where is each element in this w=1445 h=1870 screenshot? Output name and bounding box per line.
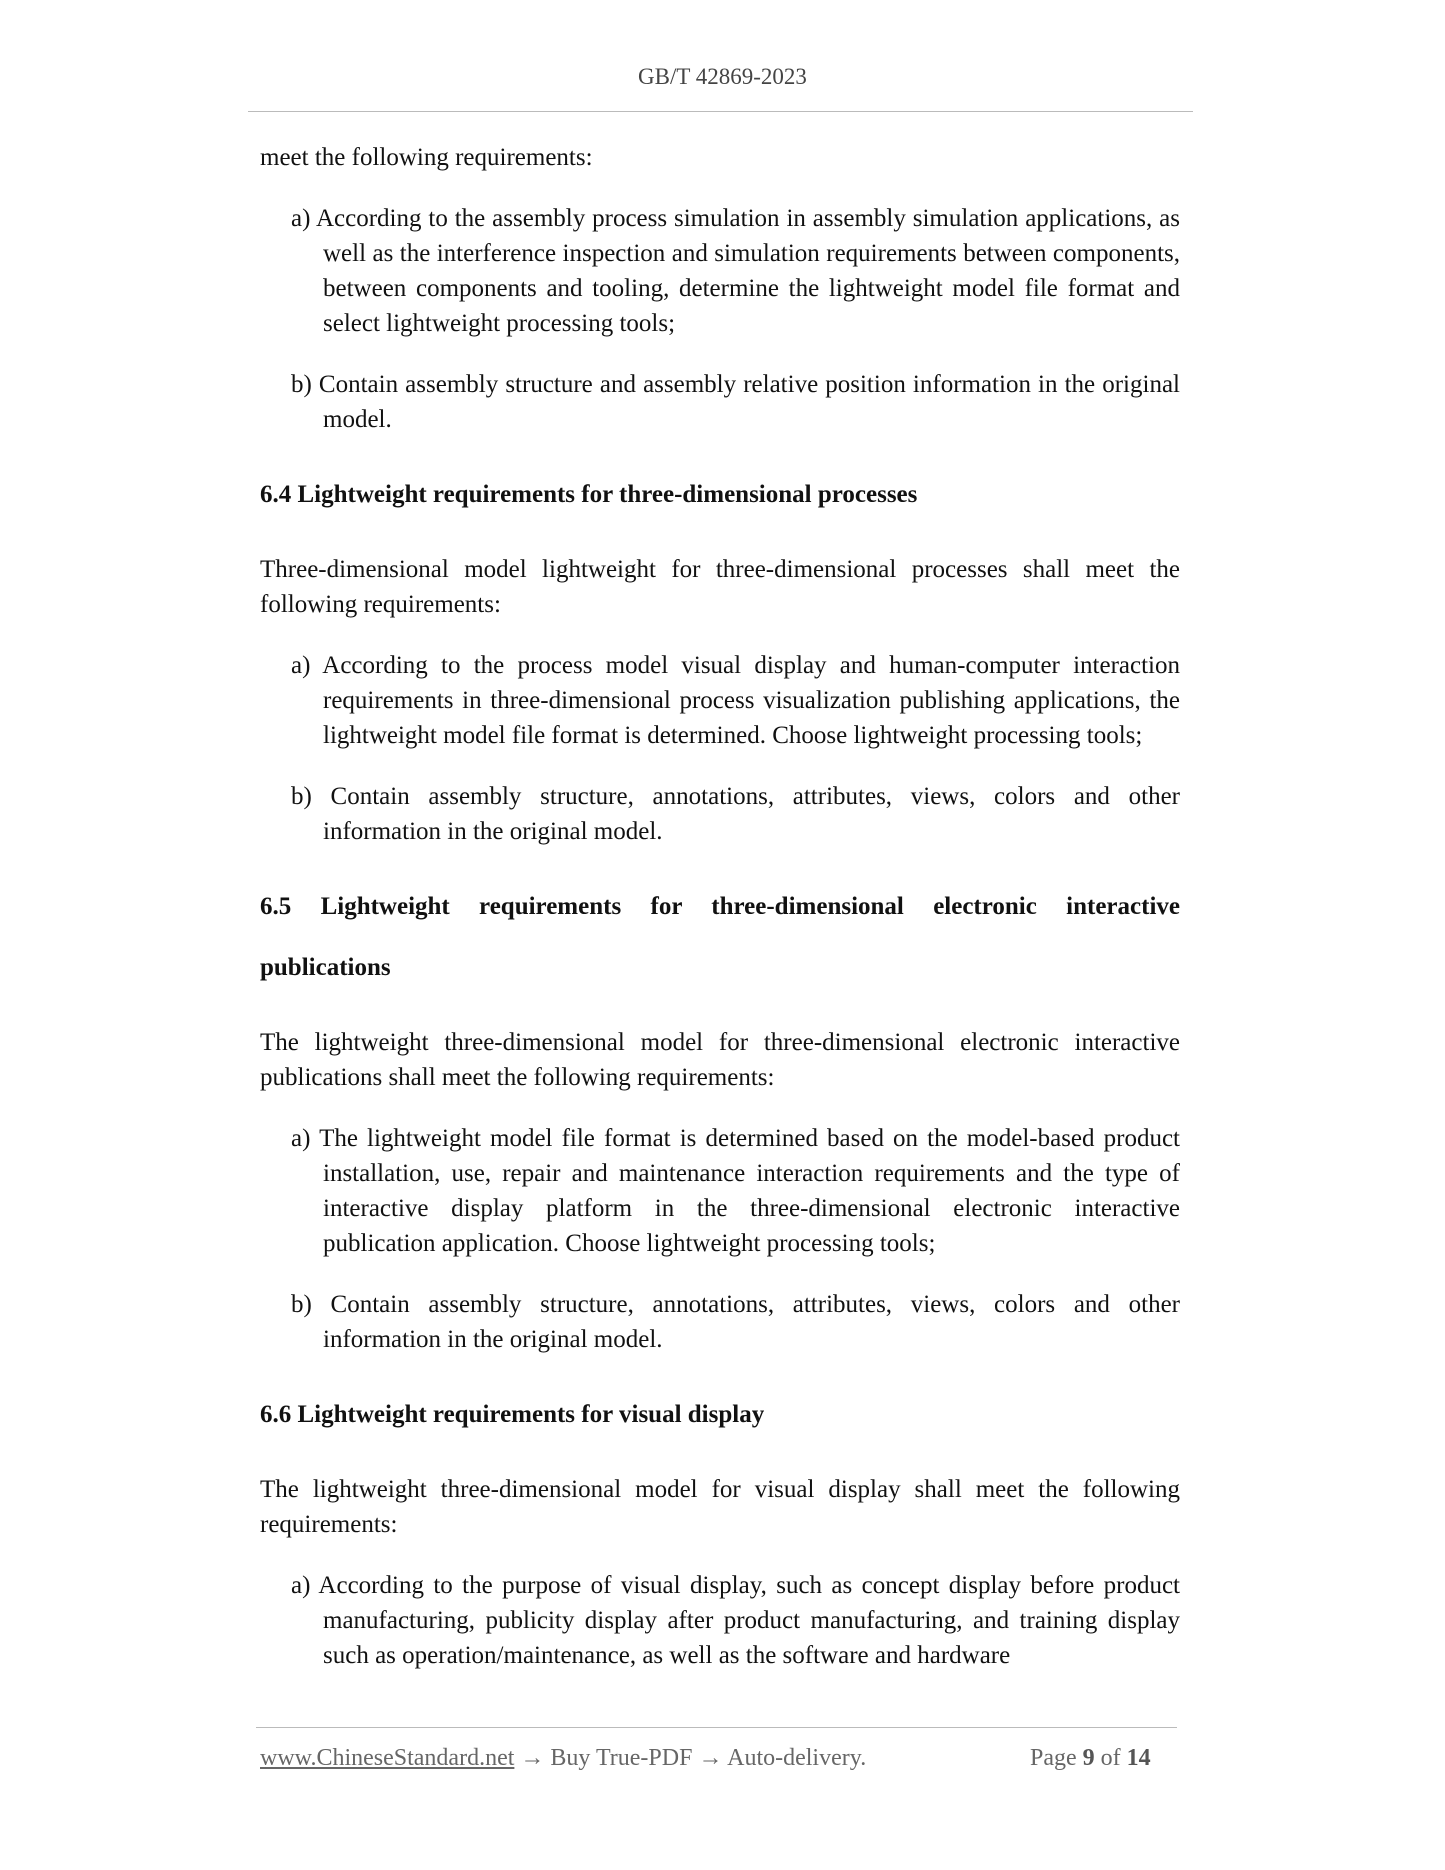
- header-divider: [248, 111, 1193, 112]
- list-item: b) Contain assembly structure and assembly relative position information in the original model.: [291, 371, 1180, 433]
- list-item: b) Contain assembly structure, annotations, attributes, views, colors and other information in the original model.: [291, 1291, 1180, 1353]
- section-paragraph: The lightweight three-dimensional model for three-dimensional electronic interactive publications shall meet the following requirements:: [260, 1029, 1180, 1091]
- footer-promo: [260, 1745, 866, 1772]
- section-heading-6-4: 6.4 Lightweight requirements for three-dimensional processes: [260, 481, 918, 508]
- footer-divider: [256, 1727, 1177, 1728]
- website-link[interactable]: www.ChineseStandard.net: [260, 1745, 515, 1771]
- section-paragraph: Three-dimensional model lightweight for three-dimensional processes shall meet the following requirements:: [260, 556, 1180, 618]
- page-header-title: GB/T 42869-2023: [638, 64, 807, 89]
- list-item: b) Contain assembly structure, annotations, attributes, views, colors and other information in the original model.: [291, 783, 1180, 845]
- section-heading-6-6: 6.6 Lightweight requirements for visual display: [260, 1401, 765, 1428]
- list-item: a) The lightweight model file format is determined based on the model-based product installation, use, repair and maintenance interaction requirements and the type of interactive display platform in the three-dimensional electronic interactive publication application. Choose lightweight processing tools;: [291, 1125, 1180, 1257]
- current-page: 9: [1082, 1745, 1095, 1771]
- footer-promo-text: → Buy True-PDF → Auto-delivery.: [514, 1745, 867, 1771]
- section-heading-6-5: 6.5 Lightweight requirements for three-dimensional electronic interactive: [260, 893, 1180, 920]
- section-paragraph: The lightweight three-dimensional model for visual display shall meet the following requirements:: [260, 1476, 1180, 1538]
- total-pages: 14: [1126, 1745, 1151, 1771]
- of-label: of: [1100, 1745, 1121, 1771]
- intro-paragraph: meet the following requirements:: [260, 144, 593, 171]
- page-number: [1030, 1745, 1151, 1772]
- list-item: a) According to the assembly process simulation in assembly simulation applications, as well as the interference inspection and simulation requirements between components, between components and tooling, determine the lightweight model file format and select lightweight processing tools;: [291, 205, 1180, 337]
- document-body: [260, 140, 1180, 1673]
- list-item: a) According to the process model visual display and human-computer interaction requirements in three-dimensional process visualization publishing applications, the lightweight model file format is determined. Choose lightweight processing tools;: [291, 652, 1180, 749]
- list-item: a) According to the purpose of visual display, such as concept display before product manufacturing, publicity display after product manufacturing, and training display such as operation/maintenance, as well as the software and hardware: [291, 1572, 1180, 1669]
- section-heading-6-5-continued: publications: [260, 954, 391, 981]
- page-label: Page: [1030, 1745, 1077, 1771]
